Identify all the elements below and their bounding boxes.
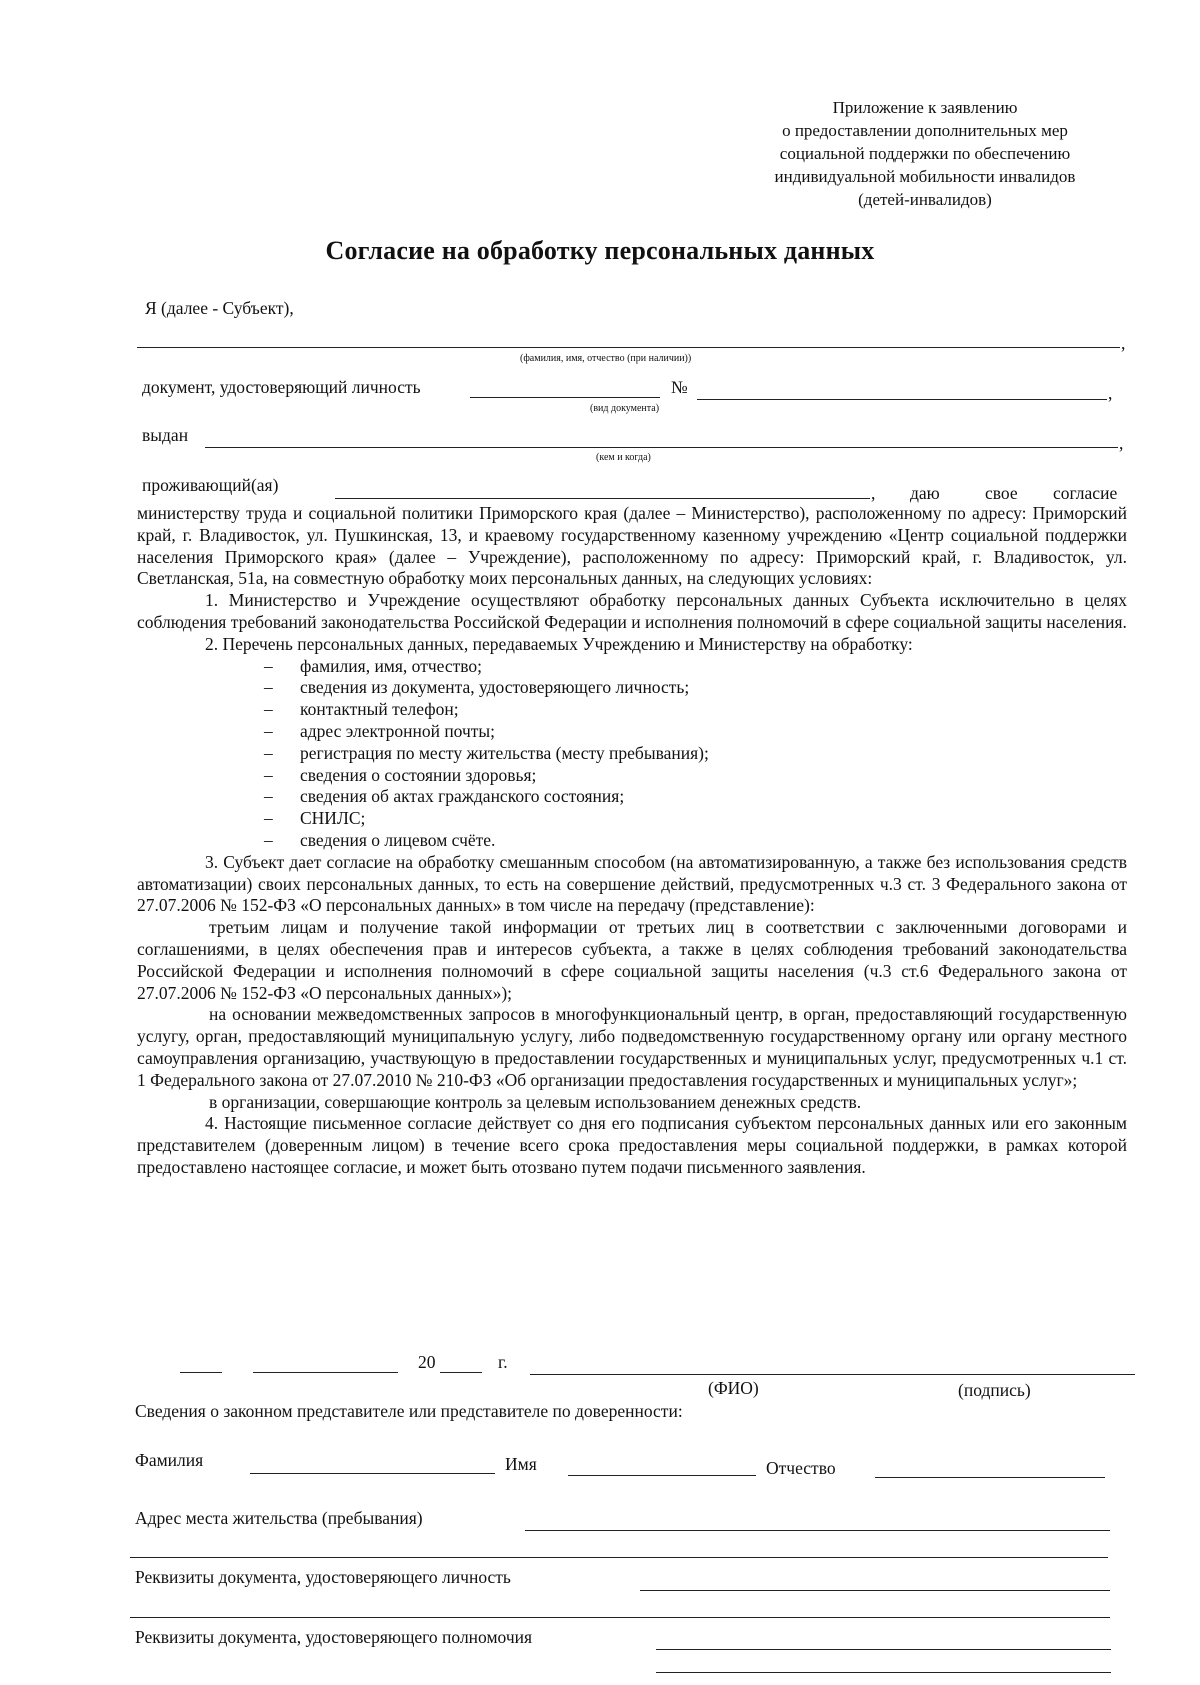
clause-2: 2. Перечень персональных данных, передаваемых Учреждению и Министерству на обработку: — [205, 633, 913, 654]
authority-doc-field-line[interactable] — [656, 1649, 1111, 1650]
fio-field-line[interactable] — [137, 347, 1120, 348]
number-sign: № — [671, 377, 688, 397]
issued-label: выдан — [142, 425, 189, 445]
fio-signature-caption: (ФИО) — [708, 1378, 759, 1398]
patronymic-field-line[interactable] — [875, 1477, 1105, 1478]
personal-data-list — [137, 656, 1127, 852]
id-doc-label: Реквизиты документа, удостоверяющего личность — [135, 1567, 511, 1587]
clause-4: 4. Настоящие письменное согласие действует со дня его подписания субъектом персональных данных или его законным представителем (доверенным лицом) в течение всего срока предоставления меры социальной поддержки, в рамках которой предоставлено настоящее согласие, и может быть отозвано путем подачи письменного заявления. — [137, 1113, 1127, 1177]
clause-3-organizations: в организации, совершающие контроль за целевым использованием денежных средств. — [209, 1091, 862, 1112]
consent-word: даю — [910, 483, 940, 503]
header-line: о предоставлении дополнительных мер — [782, 121, 1068, 140]
comma: , — [1121, 333, 1126, 353]
year-prefix: 20 — [418, 1352, 436, 1372]
list-item: – регистрация по месту жительства (месту пребывания); — [137, 743, 1127, 765]
list-item: – сведения об актах гражданского состояния; — [137, 786, 1127, 808]
issued-caption: (кем и когда) — [596, 452, 651, 463]
issued-field-line[interactable] — [205, 447, 1118, 448]
header-line: Приложение к заявлению — [832, 98, 1018, 117]
id-document-label: документ, удостоверяющий личность — [142, 377, 421, 397]
consent-intro: министерству труда и социальной политики Приморского края (далее – Министерство), расположенному по адресу: Приморский край, г. Владивосток, ул. Пушкинская, 13, и краевому государственному казенному учреждению «Центр социальной поддержки населения Приморского края» (далее – Учреждение), расположенному по адресу: Приморский край, г. Владивосток, ул. Светланская, 51а, на совместную обработку моих персональных данных, на следующих условиях: — [137, 503, 1127, 589]
fio-caption: (фамилия, имя, отчество (при наличии)) — [520, 353, 692, 364]
comma: , — [871, 483, 876, 503]
consent-word: свое — [985, 483, 1018, 503]
list-item: – сведения о лицевом счёте. — [137, 830, 1127, 852]
doc-type-field-line[interactable] — [470, 397, 660, 398]
fio-signature-line[interactable] — [530, 1374, 1135, 1375]
id-doc-field-line[interactable] — [640, 1590, 1110, 1591]
date-year-line[interactable] — [440, 1372, 482, 1373]
year-suffix: г. — [498, 1352, 508, 1372]
residing-label: проживающий(ая) — [142, 475, 279, 495]
list-item: – СНИЛС; — [137, 808, 1127, 830]
name-label: Имя — [505, 1454, 537, 1474]
surname-label: Фамилия — [135, 1450, 204, 1470]
header-line: социальной поддержки по обеспечению — [779, 144, 1071, 163]
residence-field-line[interactable] — [335, 498, 870, 499]
appendix-header — [735, 96, 1115, 211]
address-field-line-2[interactable] — [130, 1557, 1108, 1558]
list-item: – адрес электронной почты; — [137, 721, 1127, 743]
authority-doc-label: Реквизиты документа, удостоверяющего полномочия — [135, 1627, 533, 1647]
name-field-line[interactable] — [568, 1475, 756, 1476]
date-month-line[interactable] — [253, 1372, 398, 1373]
consent-word: согласие — [1053, 483, 1118, 503]
header-line: индивидуальной мобильности инвалидов — [774, 167, 1076, 186]
list-item: – сведения из документа, удостоверяющего личность; — [137, 677, 1127, 699]
signature-caption: (подпись) — [958, 1380, 1031, 1400]
list-item: – контактный телефон; — [137, 699, 1127, 721]
address-label: Адрес места жительства (пребывания) — [135, 1508, 423, 1528]
id-doc-field-line-2[interactable] — [130, 1617, 1110, 1618]
header-line: (детей-инвалидов) — [858, 190, 992, 209]
list-item: – сведения о состоянии здоровья; — [137, 765, 1127, 787]
clause-1: 1. Министерство и Учреждение осуществляют обработку персональных данных Субъекта исключительно в целях соблюдения требований законодательства Российской Федерации и исполнения полномочий в сфере социальной защиты населения. — [137, 590, 1127, 632]
patronymic-label: Отчество — [766, 1458, 836, 1478]
document-title: Согласие на обработку персональных данных — [325, 236, 875, 265]
date-day-line[interactable] — [180, 1372, 222, 1373]
authority-doc-field-line-2[interactable] — [656, 1672, 1111, 1673]
doc-number-field-line[interactable] — [697, 399, 1107, 400]
representative-heading: Сведения о законном представителе или представителе по доверенности: — [135, 1401, 683, 1421]
comma: , — [1108, 383, 1113, 403]
consent-body — [137, 503, 1127, 1179]
doc-type-caption: (вид документа) — [590, 403, 660, 414]
subject-label: Я (далее - Субъект), — [145, 298, 294, 318]
list-item: – фамилия, имя, отчество; — [137, 656, 1127, 678]
comma: , — [1119, 433, 1124, 453]
address-field-line[interactable] — [525, 1530, 1110, 1531]
clause-3: 3. Субъект дает согласие на обработку смешанным способом (на автоматизированную, а также без использования средств автоматизации) своих персональных данных, то есть на совершение действий, предусмотренных ч.3 ст. 3 Федерального закона от 27.07.2006 № 152-ФЗ «О персональных данных» в том числе на передачу (представление): — [137, 851, 1127, 916]
clause-3-third-parties: третьим лицам и получение такой информации от третьих лиц в соответствии с заключенными договорами и соглашениями, в целях обеспечения прав и интересов субъекта, а также в целях соблюдения требований законодательства Российской Федерации и исполнения полномочий в сфере социальной защиты населения (ч.3 ст.6 Федерального закона от 27.07.2006 № 152-ФЗ «О персональных данных»); — [137, 917, 1127, 1003]
surname-field-line[interactable] — [250, 1473, 495, 1474]
clause-3-interdepartmental: на основании межведомственных запросов в многофункциональный центр, в орган, предоставляющий государственную услугу, орган, предоставляющий муниципальную услугу, либо подведомственную государственному органу или органу местного самоуправления организацию, участвующую в предоставлении государственных и муниципальных услуг, предусмотренных ч.1 ст. 1 Федерального закона от 27.07.2010 № 210-ФЗ «Об организации предоставления государственных и муниципальных услуг»; — [137, 1004, 1127, 1090]
